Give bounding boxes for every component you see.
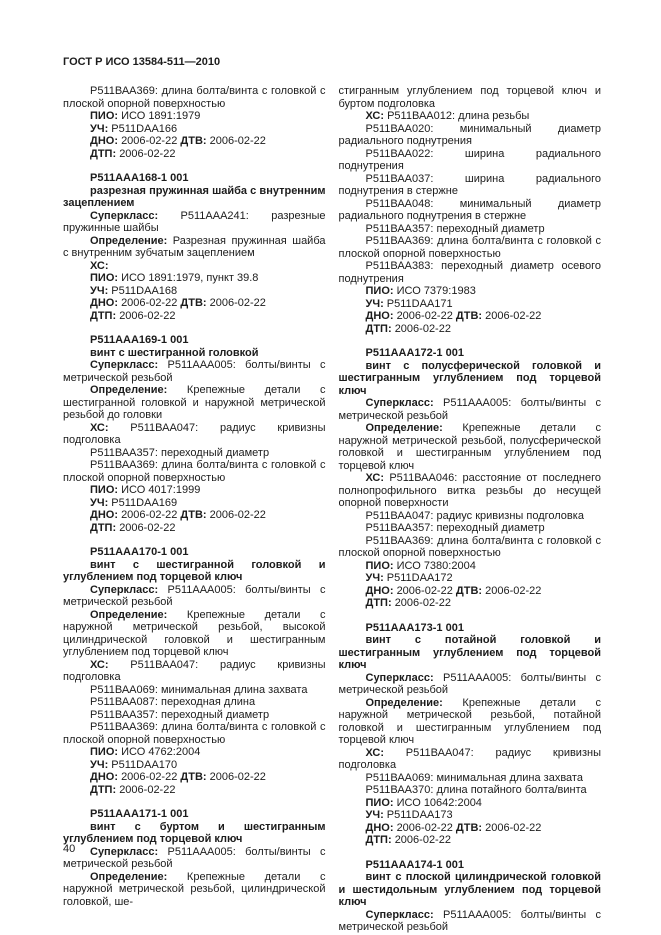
paragraph [63, 746, 326, 759]
text-run: 2006-02-22 [209, 297, 266, 309]
text-run: Крепежные детали с наружной метрической резьбой, полусферической головкой и шестигранным углублением под торцевой ключ [338, 422, 601, 472]
text-run: 2006-02-22 [119, 521, 176, 534]
text-run: ИСО 7380:2004 [396, 559, 476, 572]
column-right [339, 85, 602, 934]
entry-title [63, 347, 326, 360]
paragraph [63, 497, 326, 510]
paragraph [339, 422, 602, 472]
field-label: ХС: [365, 746, 406, 759]
text-run: винт с буртом и шестигранным углублением под торцевой ключ [63, 820, 326, 845]
paragraph [63, 272, 326, 285]
text-run: Р511ААА005: болты/винты с метрической резьбой [338, 908, 601, 933]
entry-id [339, 347, 602, 360]
paragraph [339, 784, 602, 797]
text-run: Р511ВАА383: переходный диаметр осевого поднутрения [338, 260, 601, 285]
paragraph [63, 659, 326, 684]
text-run: Р511ВАА069: минимальная длина захвата [90, 683, 308, 696]
text-run: Р511ВАА087: переходная длина [90, 696, 256, 708]
paragraph [339, 560, 602, 573]
text-run: Р511ВАА047: радиус кривизны подголовка [63, 658, 326, 683]
paragraph [339, 323, 602, 336]
paragraph [63, 297, 326, 310]
text-run: Р511ААА171-1 001 [90, 808, 189, 820]
paragraph [339, 909, 602, 934]
text-run: Р511ААА170-1 001 [90, 546, 189, 558]
field-label: Суперкласс: [90, 583, 168, 596]
text-run: винт с шестигранной головкой [90, 346, 259, 359]
field-label: УЧ: [365, 809, 387, 821]
content-columns [63, 85, 601, 934]
text-run: Р511ААА005: болты/винты с метрической резьбой [338, 397, 601, 422]
text-run: Р511ВАА047: радиус кривизны подголовка [338, 746, 601, 771]
entry-id [63, 546, 326, 559]
paragraph [63, 285, 326, 298]
paragraph [339, 298, 602, 311]
text-run: Р511ААА005: болты/винты с метрической резьбой [338, 671, 601, 696]
text-run: 2006-02-22 [485, 584, 542, 597]
page-header: ГОСТ Р ИСО 13584-511—2010 [63, 56, 221, 68]
paragraph [63, 148, 326, 161]
paragraph [339, 522, 602, 535]
text-run: Р511ААА005: болты/винты с метрической резьбой [63, 583, 326, 608]
field-label: Определение: [90, 870, 187, 883]
field-label: УЧ: [90, 496, 112, 509]
paragraph [63, 721, 326, 746]
paragraph [339, 397, 602, 422]
field-label: ДНО: [90, 297, 122, 309]
field-label: УЧ: [90, 122, 112, 135]
paragraph [63, 584, 326, 609]
field-label: ПИО: [365, 285, 397, 297]
field-label: ПИО: [90, 484, 122, 496]
paragraph [339, 110, 602, 123]
text-run: винт с потайной головкой и шестигранным углублением под торцевой ключ [338, 634, 601, 671]
paragraph [339, 672, 602, 697]
text-run: винт с плоской цилиндрической головкой и шестидольным углублением под торцевой ключ [338, 871, 601, 908]
paragraph [339, 697, 602, 747]
entry-title [339, 634, 602, 672]
field-label: Суперкласс: [365, 397, 443, 409]
field-label: ДТП: [365, 834, 395, 846]
text-run: P511DAA172 [386, 572, 453, 584]
text-run: Р511ААА168-1 001 [90, 172, 189, 184]
text-run: Р511ВАА357: переходный диаметр [90, 708, 270, 721]
text-run: Р511ААА174-1 001 [365, 858, 464, 871]
paragraph [339, 235, 602, 260]
paragraph [339, 123, 602, 148]
text-run: Р511ААА172-1 001 [365, 347, 464, 359]
field-label: ДНО: [90, 771, 122, 783]
paragraph [339, 572, 602, 585]
entry-title [339, 360, 602, 398]
text-run: 2006-02-22 [119, 309, 176, 322]
paragraph [339, 472, 602, 510]
field-label: Определение: [90, 384, 187, 396]
field-label: ПИО: [90, 746, 122, 758]
text-run: Р511ВАА069: минимальная длина захвата [365, 771, 583, 784]
text-run: Крепежные детали с наружной метрической резьбой, потайной головкой и шестигранным углублением под торцевой ключ [338, 696, 601, 746]
paragraph [339, 797, 602, 810]
entry-id [63, 334, 326, 347]
text-run: 2006-02-22 [121, 509, 181, 521]
field-label: Определение: [365, 696, 463, 709]
paragraph [339, 285, 602, 298]
paragraph [339, 535, 602, 560]
paragraph [63, 110, 326, 123]
field-label: Суперкласс: [365, 671, 443, 684]
paragraph [63, 684, 326, 697]
field-label: ХС: [90, 259, 109, 272]
text-run: 2006-02-22 [121, 135, 181, 147]
paragraph [63, 522, 326, 535]
paragraph [339, 809, 602, 822]
text-run: 2006-02-22 [209, 771, 266, 783]
paragraph [339, 260, 602, 285]
field-label: Суперкласс: [90, 359, 168, 371]
text-run: Р511ВАА369: длина болта/винта с головкой с плоской опорной поверхностью [63, 721, 326, 746]
field-label: Определение: [365, 422, 463, 434]
paragraph [63, 310, 326, 323]
text-run: Р511ВАА048: минимальный диаметр радиального поднутрения в стержне [338, 197, 601, 222]
text-run: P511DAA171 [386, 297, 453, 310]
text-run: Р511ВАА047: радиус кривизны подголовка [63, 421, 326, 446]
paragraph [63, 709, 326, 722]
paragraph [339, 85, 602, 110]
field-label: ДТП: [365, 322, 395, 335]
field-label: ДТВ: [180, 135, 210, 147]
field-label: Определение: [90, 608, 187, 621]
field-label: ДТП: [90, 309, 120, 322]
text-run: Крепежные детали с наружной метрической резьбой, цилиндрической головкой, ше- [63, 870, 326, 908]
text-run: ИСО 10642:2004 [396, 796, 482, 809]
field-label: Суперкласс: [90, 845, 168, 858]
paragraph [63, 135, 326, 148]
field-label: ХС: [90, 658, 131, 671]
paragraph [339, 310, 602, 323]
text-run: P511DAA173 [386, 809, 453, 821]
field-label: ПИО: [90, 110, 122, 122]
text-run: 2006-02-22 [209, 135, 266, 147]
text-run: 2006-02-22 [119, 147, 176, 160]
text-run: Р511ВАА020: минимальный диаметр радиального поднутрения [338, 122, 601, 147]
text-run: винт с полусферической головкой и шестигранным углублением под торцевой ключ [338, 359, 601, 397]
text-run: Р511ААА173-1 001 [365, 621, 464, 634]
text-run: Р511ВАА369: длина болта/винта с головкой с плоской опорной поверхностью [338, 534, 601, 559]
text-run: 2006-02-22 [485, 821, 542, 834]
text-run: Р511ВАА012: длина резьбы [387, 110, 530, 122]
field-label: ДТВ: [180, 771, 210, 783]
text-run: ИСО 1891:1979 [121, 110, 201, 122]
field-label: ДТВ: [180, 509, 210, 521]
field-label: ХС: [90, 421, 131, 434]
text-run: Крепежные детали с наружной метрической резьбой, высокой цилиндрической головкой и шестигранным углублением под торцевой ключ [63, 608, 326, 658]
paragraph [63, 459, 326, 484]
text-run: Р511ААА005: болты/винты с метрической резьбой [63, 359, 326, 384]
text-run: Р511ВАА357: переходный диаметр [90, 446, 270, 459]
text-run: P511DAA168 [111, 284, 178, 297]
paragraph [63, 484, 326, 497]
text-run: 2006-02-22 [396, 821, 456, 834]
text-run: Крепежные детали с шестигранной головкой и наружной метрической резьбой до головки [63, 384, 326, 421]
paragraph [63, 447, 326, 460]
entry-id [339, 622, 602, 635]
text-run: P511DAA169 [111, 496, 178, 509]
paragraph [63, 696, 326, 709]
text-run: Р511ВАА369: длина болта/винта с головкой с плоской опорной поверхностью [338, 235, 601, 260]
paragraph [339, 747, 602, 772]
paragraph [63, 384, 326, 422]
paragraph [63, 422, 326, 447]
text-run: Р511ААА005: болты/винты с метрической резьбой [63, 845, 326, 870]
paragraph [339, 772, 602, 785]
text-run: ИСО 4762:2004 [121, 746, 201, 758]
field-label: УЧ: [90, 758, 112, 771]
text-run: ИСО 7379:1983 [396, 285, 476, 297]
paragraph [63, 846, 326, 871]
text-run: Р511ВАА047: радиус кривизны подголовка [365, 509, 584, 522]
paragraph [63, 359, 326, 384]
text-run: 2006-02-22 [121, 297, 181, 309]
paragraph [63, 771, 326, 784]
paragraph [339, 597, 602, 610]
field-label: ДНО: [90, 135, 122, 147]
text-run: P511DAA166 [111, 122, 178, 135]
text-run: 2006-02-22 [485, 310, 542, 322]
text-run: 2006-02-22 [396, 584, 456, 597]
text-run: Р511ВАА037: ширина радиального поднутрения в стержне [338, 172, 601, 197]
paragraph [63, 509, 326, 522]
paragraph [63, 759, 326, 772]
text-run: Р511ВАА357: переходный диаметр [365, 222, 545, 235]
field-label: УЧ: [90, 284, 112, 297]
field-label: ДТВ: [455, 584, 486, 597]
field-label: ДТВ: [455, 821, 486, 834]
text-run: P511DAA170 [111, 758, 178, 771]
field-label: ДТП: [90, 783, 120, 796]
text-run: Р511ВАА022: ширина радиального поднутрения [338, 147, 601, 172]
field-label: ДНО: [365, 310, 397, 322]
field-label: ПИО: [365, 796, 397, 809]
text-run: Р511ААА169-1 001 [90, 334, 189, 346]
paragraph [63, 85, 326, 110]
text-run: винт с шестигранной головкой и углублением под торцевой ключ [63, 558, 326, 583]
text-run: 2006-02-22 [394, 597, 451, 609]
paragraph [339, 198, 602, 223]
text-run: Р511ВАА369: длина болта/винта с головкой с плоской опорной поверхностью [63, 85, 326, 110]
paragraph [339, 834, 602, 847]
field-label: ДТП: [90, 521, 120, 534]
paragraph [339, 148, 602, 173]
entry-title [339, 871, 602, 909]
field-label: ДНО: [365, 584, 397, 597]
paragraph [63, 210, 326, 235]
field-label: Суперкласс: [90, 209, 181, 222]
paragraph [63, 609, 326, 659]
paragraph [63, 784, 326, 797]
field-label: ДНО: [365, 821, 397, 834]
paragraph [339, 173, 602, 198]
text-run: 2006-02-22 [394, 322, 451, 335]
text-run: Р511ВАА046: расстояние от последнего полнопрофильного витка резьбы до несущей опорной поверхности [338, 472, 601, 509]
text-run: стигранным углублением под торцевой ключ и буртом подголовка [338, 85, 601, 110]
field-label: ДТВ: [180, 297, 210, 309]
field-label: ХС: [365, 472, 390, 484]
entry-id [63, 172, 326, 185]
paragraph [339, 585, 602, 598]
column-left [63, 85, 326, 934]
field-label: ДТП: [365, 597, 395, 609]
field-label: УЧ: [365, 297, 387, 310]
entry-title [63, 559, 326, 584]
entry-title [63, 185, 326, 210]
field-label: ДТВ: [455, 310, 486, 322]
text-run: 2006-02-22 [209, 509, 266, 521]
text-run: Р511ВАА357: переходный диаметр [365, 522, 545, 534]
text-run: разрезная пружинная шайба с внутренним зацеплением [63, 184, 326, 209]
paragraph [63, 123, 326, 136]
text-run: ИСО 1891:1979, пункт 39.8 [121, 272, 259, 284]
text-run: Р511ВАА370: длина потайного болта/винта [365, 784, 587, 796]
field-label: УЧ: [365, 572, 387, 584]
text-run: ИСО 4017:1999 [121, 484, 201, 496]
text-run: 2006-02-22 [396, 310, 456, 322]
entry-title [63, 821, 326, 846]
field-label: ДНО: [90, 509, 122, 521]
paragraph [63, 871, 326, 909]
page-number: 40 [63, 843, 76, 855]
text-run: 2006-02-22 [119, 783, 176, 796]
text-run: Разрезная пружинная шайба с внутренним зубчатым зацеплением [63, 234, 326, 259]
field-label: ДТП: [90, 147, 120, 160]
entry-id [339, 859, 602, 872]
paragraph [63, 235, 326, 260]
entry-id [63, 808, 326, 821]
field-label: ПИО: [365, 559, 397, 572]
text-run: 2006-02-22 [121, 771, 181, 783]
paragraph [339, 510, 602, 523]
field-label: ХС: [365, 110, 388, 122]
text-run: Р511ВАА369: длина болта/винта с головкой с плоской опорной поверхностью [63, 459, 326, 484]
paragraph [339, 223, 602, 236]
text-run: Р511ААА241: разрезные пружинные шайбы [63, 209, 326, 234]
field-label: ПИО: [90, 272, 122, 284]
paragraph [339, 822, 602, 835]
text-run: 2006-02-22 [394, 834, 451, 846]
field-label: Суперкласс: [365, 908, 443, 921]
field-label: Определение: [90, 234, 173, 247]
paragraph [63, 260, 326, 273]
